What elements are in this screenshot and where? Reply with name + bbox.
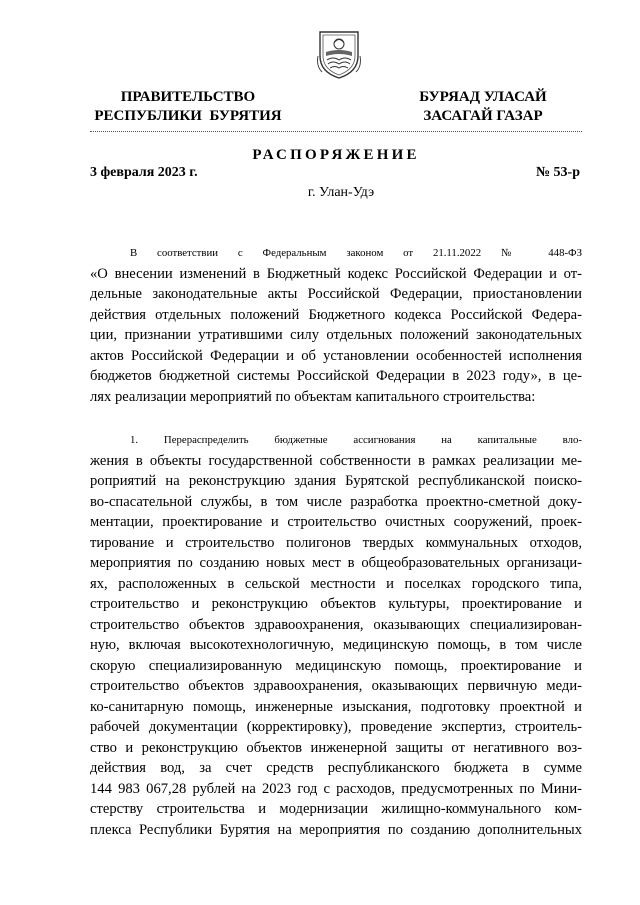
- paragraph-line: ции, признании утратившими силу отдельных положений законодательных: [90, 327, 582, 343]
- paragraph-line: рабочей документации (корректировку), проведение экспертиз, строитель-: [90, 719, 582, 735]
- government-name-russian: [88, 88, 288, 126]
- paragraph-line: действия вод, за счет средств республиканского бюджета в сумме: [90, 760, 582, 776]
- org-right-line-1: БУРЯАД УЛАСАЙ: [419, 89, 547, 105]
- paragraph-line: ях, расположенных в сельской местности и поселках городского типа,: [90, 575, 582, 592]
- org-right-line-2: ЗАСАГАЙ ГАЗАР: [423, 108, 543, 124]
- paragraph-line: строительство объектов здравоохранения, оказывающих специализирован-: [90, 616, 582, 633]
- paragraph-line: роприятий на реконструкцию здания Бурятской республиканской поиско-: [90, 473, 582, 489]
- org-left-line-1: ПРАВИТЕЛЬСТВО: [120, 89, 256, 105]
- paragraph-line: ную, включая высокотехнологичную, медицинскую помощь, в том числе: [90, 637, 582, 653]
- paragraph-line: строительство объектов здравоохранения, оказывающих первичную меди-: [90, 678, 582, 694]
- paragraph-line: В соответствии с Федеральным законом от 21.11.2022 № 448-ФЗ: [130, 247, 582, 259]
- header-divider: [90, 131, 582, 132]
- paragraph-line: во-спасательной службы, в том числе разработка проектно-сметной доку-: [90, 493, 582, 510]
- paragraph-line: действия отдельных положений Бюджетного кодекса Российской Федера-: [90, 306, 582, 323]
- paragraph-line: плекса Республики Бурятия на мероприятия по созданию дополнительных: [90, 821, 582, 838]
- clause-1-paragraph: [90, 430, 582, 840]
- paragraph-line: бюджетов бюджетной системы Российской Федерации в 2023 году», в це-: [90, 368, 582, 384]
- paragraph-line: дельные законодательные акты Российской Федерации, приостановлении: [90, 286, 582, 302]
- paragraph-line: ство и реконструкцию объектов инженерной защиты от негативного воз-: [90, 739, 582, 756]
- paragraph-line: 144 983 067,28 рублей на 2023 год с расходов, предусмотренных по Мини-: [90, 780, 582, 797]
- paragraph-line: тирование и строительство полигонов твердых коммунальных отходов,: [90, 534, 582, 551]
- org-left-line-2: РЕСПУБЛИКИ БУРЯТИЯ: [94, 108, 282, 124]
- paragraph-line: ко-санитарную помощь, инженерные изыскания, подготовку проектной и: [90, 698, 582, 715]
- paragraph-line: лях реализации мероприятий по объектам капитального строительства:: [90, 388, 536, 405]
- paragraph-line: стерству строительства и модернизации жилищно-коммунального ком-: [90, 801, 582, 817]
- government-name-buryat: [388, 88, 578, 126]
- paragraph-line: 1. Перераспределить бюджетные ассигнования на капитальные вло-: [130, 434, 582, 446]
- document-type-title: РАСПОРЯЖЕНИЕ: [252, 147, 420, 163]
- paragraph-line: жения в объекты государственной собственности в рамках реализации ме-: [90, 452, 582, 469]
- paragraph-line: строительство и реконструкцию объектов культуры, проектирование и: [90, 596, 582, 612]
- paragraph-line: скорую специализированную медицинскую помощь, проектирование и: [90, 657, 582, 674]
- paragraph-line: ментации, проектирование и строительство очистных сооружений, проек-: [90, 514, 582, 530]
- paragraph-line: мероприятия по созданию новых мест в общеобразовательных организаци-: [90, 555, 582, 571]
- paragraph-line: «О внесении изменений в Бюджетный кодекс Российской Федерации и от-: [90, 265, 582, 282]
- document-number: № 53-р: [535, 165, 580, 180]
- preamble-paragraph: [90, 243, 582, 407]
- coat-of-arms-emblem: [316, 26, 362, 80]
- document-city: г. Улан-Удэ: [307, 185, 375, 200]
- document-date: 3 февраля 2023 г.: [90, 165, 198, 180]
- paragraph-line: актов Российской Федерации и об установлении особенностей исполнения: [90, 347, 582, 364]
